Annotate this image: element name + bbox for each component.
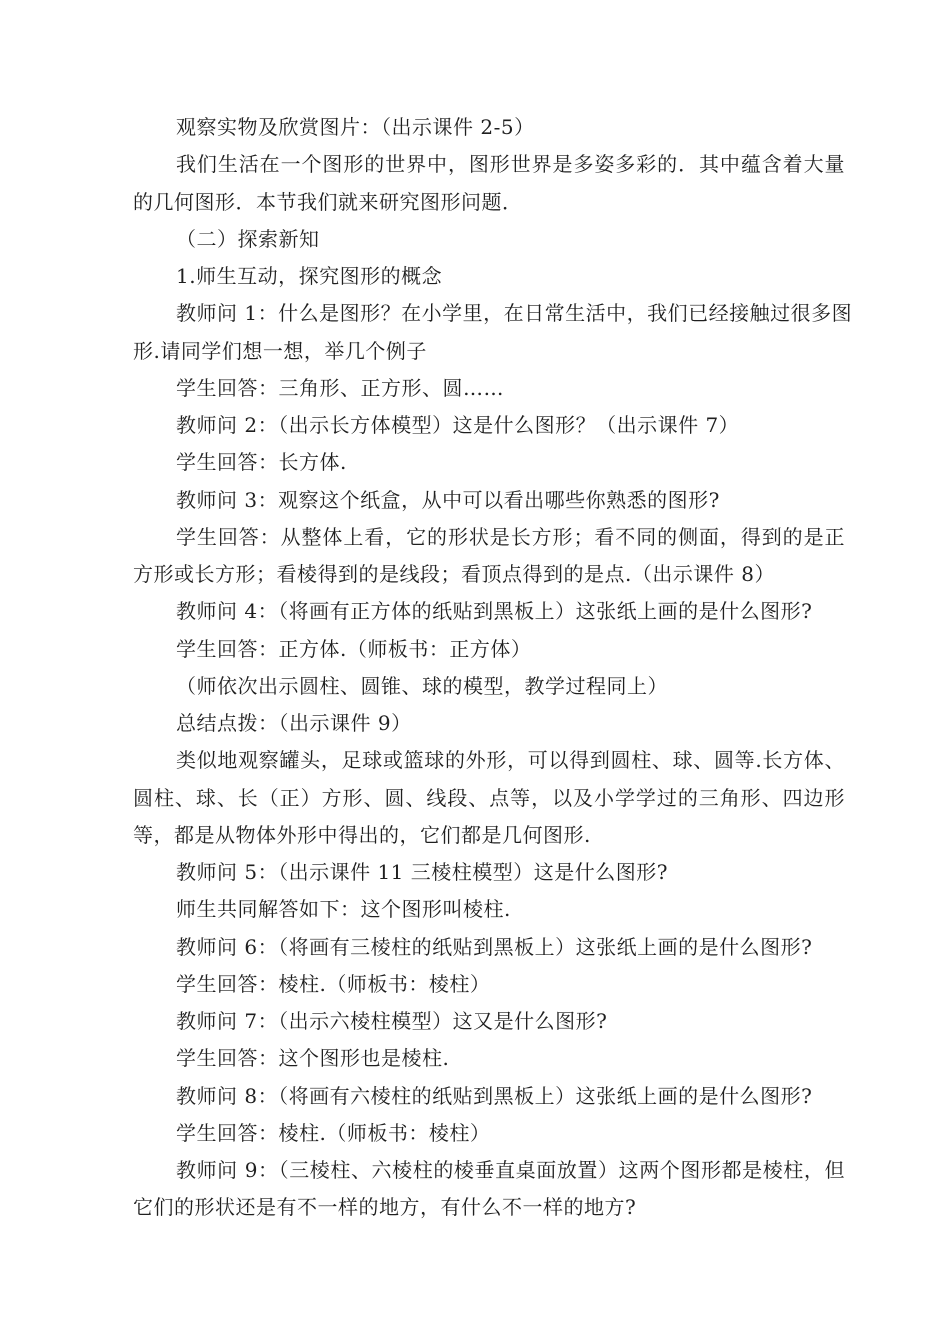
text-line: 师生共同解答如下：这个图形叫棱柱. <box>176 897 511 922</box>
text-line: 学生回答：长方体. <box>176 450 347 475</box>
text-line: 教师问 5：（出示课件 11 三棱柱模型）这是什么图形? <box>176 860 668 884</box>
lesson-plan-text <box>133 109 853 1227</box>
text-line: 它们的形状还是有不一样的地方，有什么不一样的地方? <box>133 1195 637 1220</box>
text-line: 的几何图形．本节我们就来研究图形问题． <box>133 189 523 214</box>
text-line: 学生回答：三角形、正方形、圆…… <box>176 375 504 400</box>
text-line: 类似地观察罐头，足球或篮球的外形，可以得到圆柱、球、圆等.长方体、 <box>176 748 845 773</box>
text-line: （师依次出示圆柱、圆锥、球的模型，教学过程同上） <box>176 673 668 698</box>
text-line: 总结点拨：（出示课件 9） <box>176 711 412 735</box>
text-line: （二）探索新知 <box>176 226 320 251</box>
text-line: 教师问 3：观察这个纸盒，从中可以看出哪些你熟悉的图形? <box>176 487 720 512</box>
text-line: 教师问 6：（将画有三棱柱的纸贴到黑板上）这张纸上画的是什么图形? <box>176 934 813 959</box>
text-line: 教师问 9：（三棱柱、六棱柱的棱垂直桌面放置）这两个图形都是棱柱，但 <box>176 1158 845 1182</box>
text-line: 学生回答：棱柱.（师板书：棱柱） <box>176 971 491 996</box>
text-line: 学生回答：从整体上看，它的形状是长方形；看不同的侧面，得到的是正 <box>176 524 845 549</box>
text-line: 方形或长方形；看棱得到的是线段；看顶点得到的是点.（出示课件 8） <box>133 562 775 586</box>
text-line: 教师问 4：（将画有正方体的纸贴到黑板上）这张纸上画的是什么图形? <box>176 599 813 624</box>
text-line: 等，都是从物体外形中得出的，它们都是几何图形. <box>133 822 591 847</box>
text-line: 学生回答：正方体.（师板书：正方体） <box>176 636 532 661</box>
text-line: 圆柱、球、长（正）方形、圆、线段、点等，以及小学学过的三角形、四边形 <box>133 785 845 810</box>
text-line: 教师问 8：（将画有六棱柱的纸贴到黑板上）这张纸上画的是什么图形? <box>176 1083 813 1108</box>
text-line: 观察实物及欣赏图片：（出示课件 2-5） <box>176 115 535 139</box>
text-line: 教师问 7：（出示六棱柱模型）这又是什么图形? <box>176 1009 608 1033</box>
text-line: 学生回答：棱柱.（师板书：棱柱） <box>176 1120 491 1145</box>
text-line: 形.请同学们想一想，举几个例子 <box>133 338 427 363</box>
text-line: 1.师生互动，探究图形的概念 <box>176 264 443 288</box>
text-line: 教师问 2：（出示长方体模型）这是什么图形？（出示课件 7） <box>176 413 740 437</box>
text-line: 我们生活在一个图形的世界中，图形世界是多姿多彩的．其中蕴含着大量 <box>176 152 845 177</box>
text-line: 学生回答：这个图形也是棱柱. <box>176 1046 450 1071</box>
text-line: 教师问 1：什么是图形？在小学里，在日常生活中，我们已经接触过很多图 <box>176 301 853 326</box>
